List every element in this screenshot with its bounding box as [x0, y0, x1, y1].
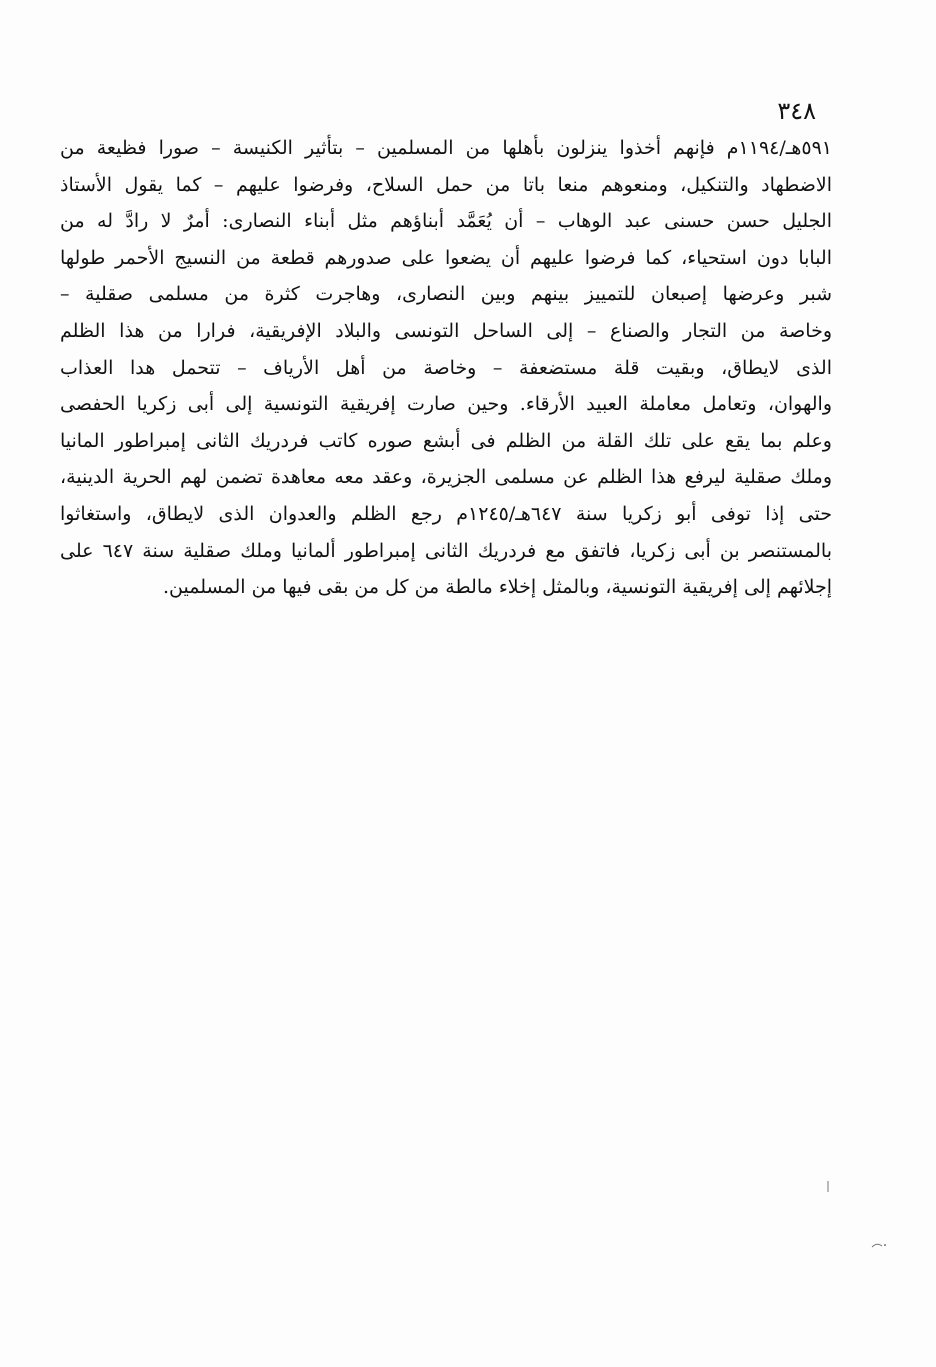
scan-speck — [824, 1180, 832, 1194]
text-line: والهوان، وتعامل معاملة العبيد الأرقاء. وحين صارت إفريقية التونسية إلى أبى زكريا الحفصى — [60, 393, 832, 416]
text-line: البابا دون استحياء، كما فرضوا عليهم أن يضعوا على صدورهم قطعة من النسيج الأحمر طولها — [60, 246, 832, 269]
text-line: الذى لايطاق، وبقيت قلة مستضعفة – وخاصة من أهل الأرياف – تتحمل هدا العذاب — [60, 356, 832, 379]
text-line: شبر وعرضها إصبعان للتمييز بينهم وبين النصارى، وهاجرت كثرة من مسلمى صقلية – — [60, 283, 832, 306]
body-text — [60, 130, 832, 606]
text-line: إجلائهم إلى إفريقية التونسية، وبالمثل إخلاء مالطة من كل من بقى فيها من المسلمين. — [163, 576, 832, 599]
text-line: بالمستنصر بن أبى زكريا، فاتفق مع فردريك الثانى إمبراطور ألمانيا وملك صقلية سنة ٦٤٧ على — [60, 539, 832, 562]
text-line: الجليل حسن حسنى عبد الوهاب – أن يُعَمَّد أبناؤهم مثل أبناء النصارى: أمرٌ لا رادَّ له من — [60, 210, 832, 233]
text-line: وخاصة من التجار والصناع – إلى الساحل التونسى والبلاد الإفريقية، فرارا من هذا الظلم — [60, 319, 832, 342]
text-line: الاضطهاد والتنكيل، ومنعوهم منعا باتا من حمل السلاح، وفرضوا عليهم – كما يقول الأستاذ — [60, 173, 832, 196]
page-number: ٣٤٨ — [777, 97, 816, 125]
text-line: ٥٩١هـ/١١٩٤م فإنهم أخذوا ينزلون بأهلها من المسلمين – بتأثير الكنيسة – صورا فظيعة من — [60, 137, 832, 159]
text-line: حتى إذا توفى أبو زكريا سنة ٦٤٧هـ/١٢٤٥م رجع الظلم والعدوان الذى لايطاق، واستغاثوا — [60, 502, 832, 525]
scan-speck — [870, 1240, 888, 1250]
text-line: وعلم بما يقع على تلك القلة من الظلم فى أبشع صوره كاتب فردريك الثانى إمبراطور المانيا — [60, 429, 832, 452]
text-line: وملك صقلية ليرفع هذا الظلم عن مسلمى الجزيرة، وعقد معه معاهدة تضمن لهم الحرية الدينية، — [60, 466, 832, 489]
